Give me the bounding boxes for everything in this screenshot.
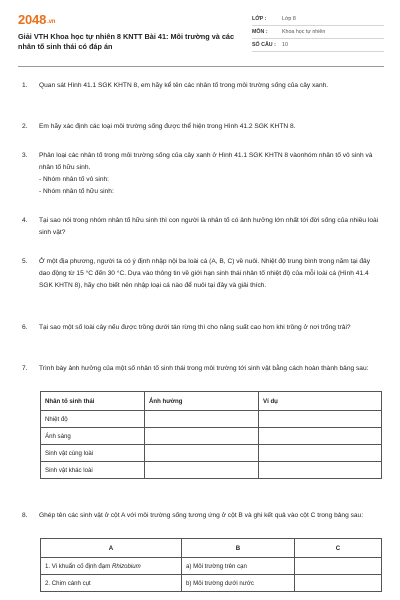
question-7 [22, 363, 382, 375]
column-header: C [295, 539, 382, 558]
answer-cell[interactable] [295, 575, 382, 592]
question-number: 4. [22, 217, 28, 224]
answer-cell[interactable] [295, 558, 382, 575]
logo-text: 2048 [18, 12, 47, 27]
column-header: Ảnh hưởng [145, 392, 259, 411]
organism-name: 2. Chim cánh cụt [45, 579, 91, 587]
meta-label: LỚP : [252, 16, 267, 22]
organism-cell [41, 558, 182, 575]
answer-line-abiotic: - Nhóm nhân tố vô sinh: [39, 176, 110, 183]
answer-cell[interactable] [145, 428, 259, 445]
factor-cell: Sinh vật cùng loài [41, 445, 145, 462]
answer-cell[interactable] [145, 411, 259, 428]
matching-table [40, 538, 382, 592]
meta-label: SỐ CÂU : [252, 42, 276, 48]
table-row [41, 462, 382, 479]
question-text: Em hãy xác định các loại môi trường sống được thể hiện trong Hình 41.2 SGK KHTN 8. [39, 123, 296, 130]
organism-name: 1. Vi khuẩn cố định đạm [45, 562, 112, 570]
logo-suffix: .vn [47, 19, 56, 25]
answer-cell[interactable] [259, 445, 382, 462]
question-number: 1. [22, 82, 28, 89]
meta-value: Khoa học tự nhiên [282, 29, 326, 35]
document-header [0, 0, 400, 62]
habitat-cell: b) Môi trường dưới nước [182, 575, 295, 592]
question-1 [22, 80, 382, 92]
answer-cell[interactable] [259, 411, 382, 428]
site-logo[interactable] [18, 12, 55, 27]
question-5 [22, 256, 382, 292]
question-number: 6. [22, 324, 28, 331]
question-text: Tại sao một số loài cây nếu được trồng dưới tán rừng thì cho năng suất cao hơn khi trồng ở nơi trống trải? [39, 324, 351, 331]
meta-row-class [252, 13, 384, 26]
habitat-cell: a) Môi trường trên cạn [182, 558, 295, 575]
organism-cell [41, 575, 182, 592]
factor-cell: Sinh vật khác loài [41, 462, 145, 479]
table-row [41, 428, 382, 445]
column-header: B [182, 539, 295, 558]
meta-value: Lớp 8 [282, 16, 296, 22]
meta-row-subject [252, 26, 384, 39]
column-header: A [41, 539, 182, 558]
question-3 [22, 150, 382, 198]
table-row [41, 445, 382, 462]
question-text: Quan sát Hình 41.1 SGK KHTN 8, em hãy kể tên các nhân tố trong môi trường sống của cây xanh. [39, 82, 329, 89]
table-header-row [41, 392, 382, 411]
meta-label: MÔN : [252, 29, 268, 35]
question-number: 8. [22, 512, 28, 519]
factor-cell: Nhiệt độ [41, 411, 145, 428]
table-header-row [41, 539, 382, 558]
header-divider [18, 66, 384, 67]
question-4 [22, 215, 382, 239]
document-title: Giải VTH Khoa học tự nhiên 8 KNTT Bài 41: Môi trường và các nhân tố sinh thái có đáp án [18, 32, 235, 51]
question-6 [22, 322, 382, 334]
answer-cell[interactable] [145, 462, 259, 479]
column-header: Ví dụ [259, 392, 382, 411]
meta-row-count [252, 39, 384, 52]
factor-cell: Ánh sáng [41, 428, 145, 445]
answer-cell[interactable] [259, 462, 382, 479]
question-text: Ở một địa phương, người ta có ý định nhập nội ba loài cá (A, B, C) về nuôi. Nhiệt độ trung bình trong năm tại đây dao động từ 15 °C đến 30 °C. Dựa vào thông tin về giới hạn sinh thái nhân tố nhiệt độ của mỗi loài cá (Hình 41.4 SGK KHTN 8), hãy cho biết nên nhập loại cá nào để nuôi tại đây và giải thích. [39, 258, 371, 289]
question-text: Ghép tên các sinh vật ở cột A với môi trường sống tương ứng ở cột B và ghi kết quả vào cột C trong bảng sau: [39, 512, 364, 519]
question-8 [22, 510, 382, 522]
question-text: Tại sao nói trong nhóm nhân tố hữu sinh thì con người là nhân tố có ảnh hưởng lớn nhất tới đời sống của nhiều loài sinh vật? [39, 217, 379, 236]
answer-cell[interactable] [145, 445, 259, 462]
organism-species: Rhizobium [111, 562, 141, 570]
ecological-factors-table [40, 391, 382, 479]
meta-info [252, 13, 384, 52]
meta-value: 10 [282, 42, 288, 48]
question-number: 7. [22, 365, 28, 372]
answer-line-biotic: - Nhóm nhân tố hữu sinh: [39, 188, 114, 195]
question-number: 2. [22, 123, 28, 130]
table-row [41, 411, 382, 428]
question-number: 3. [22, 152, 28, 159]
table-row [41, 575, 382, 592]
question-text: Phân loại các nhân tố trong môi trường sống của cây xanh ở Hình 41.1 SGK KHTN 8 vàonhóm nhân tố vô sinh và nhân tố hữu sinh. [39, 152, 373, 171]
column-header: Nhân tố sinh thái [41, 392, 145, 411]
table-row [41, 558, 382, 575]
question-number: 5. [22, 258, 28, 265]
question-2 [22, 121, 382, 133]
question-text: Trình bày ảnh hưởng của một số nhân tố sinh thái trong môi trường tới sinh vật bằng cách hoàn thành bảng sau: [39, 365, 369, 372]
answer-cell[interactable] [259, 428, 382, 445]
